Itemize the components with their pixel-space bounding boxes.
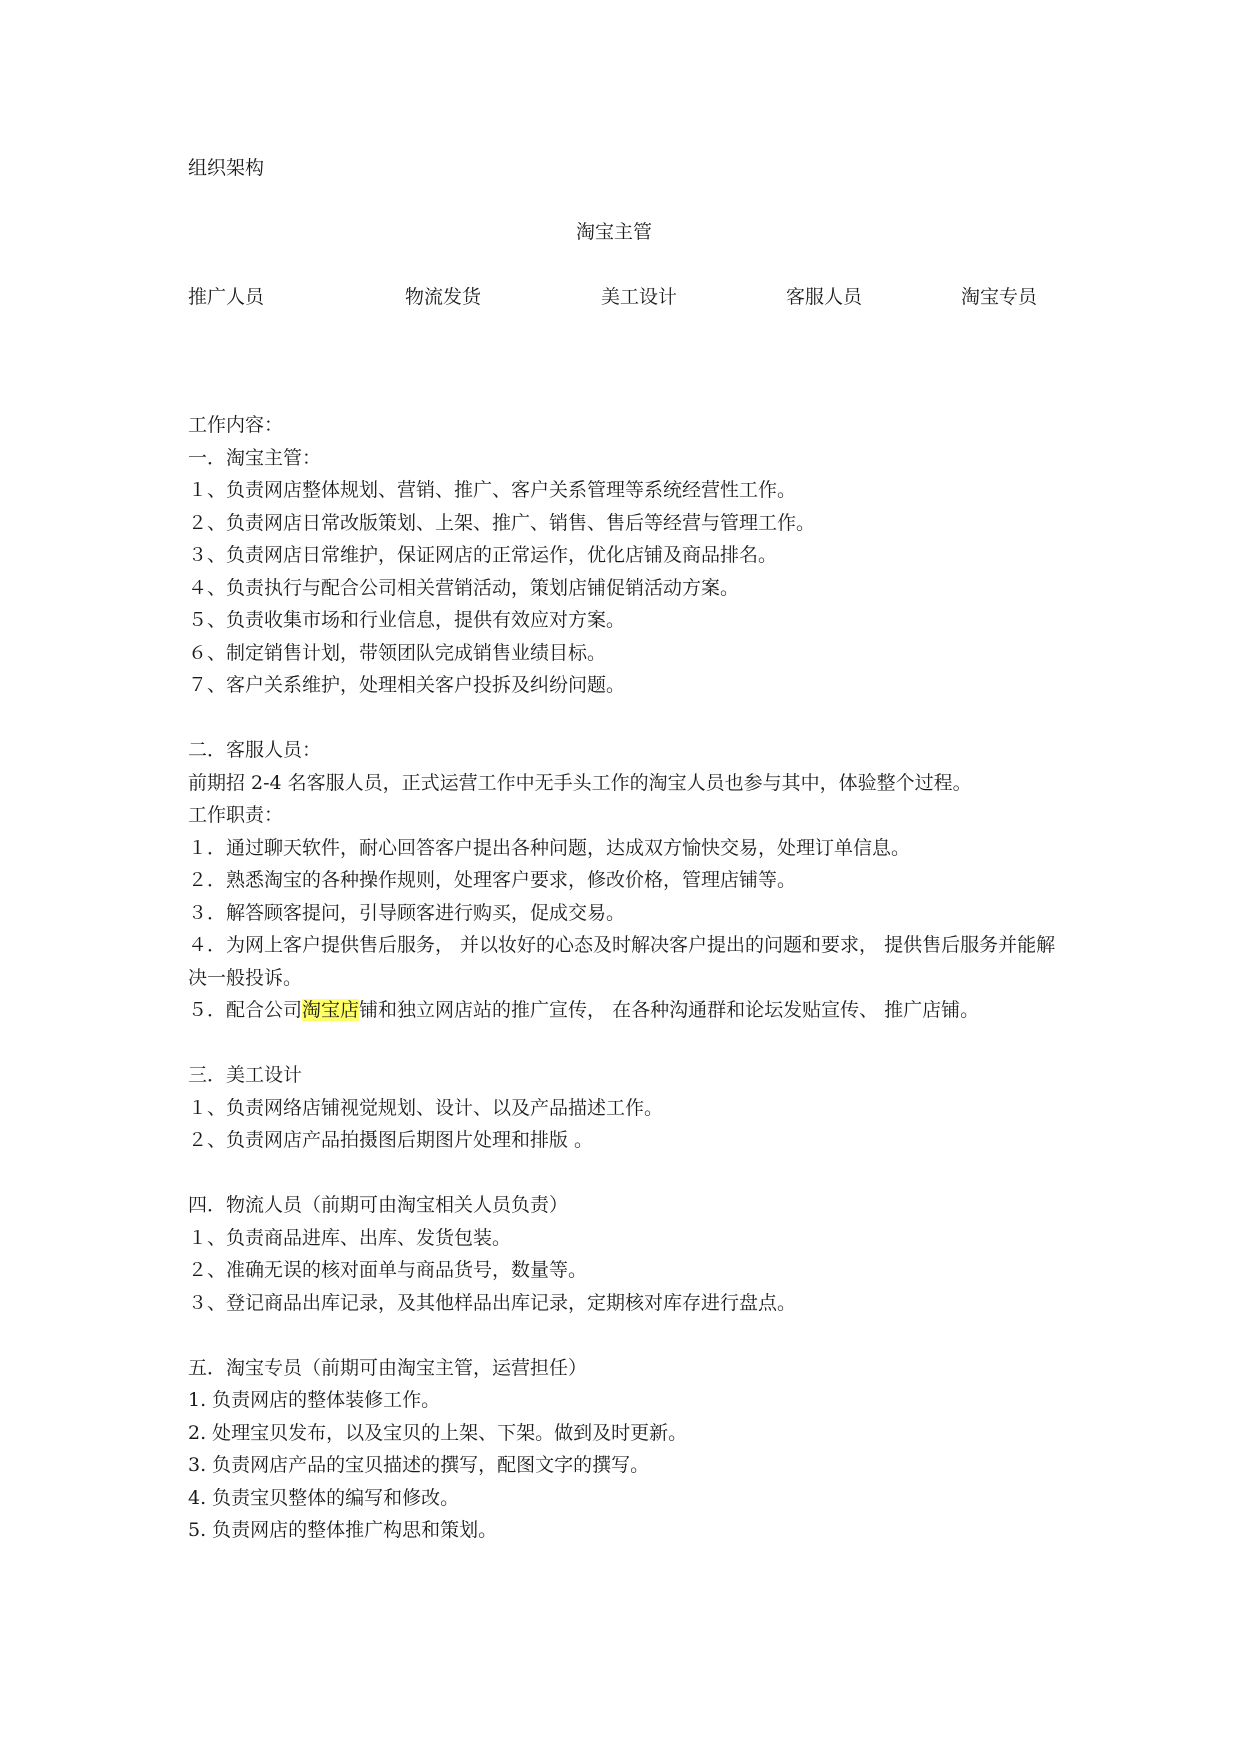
list-item: ２、负责网店产品拍摄图后期图片处理和排版 。 [188, 1129, 594, 1151]
list-item: ５、负责收集市场和行业信息，提供有效应对方案。 [188, 609, 626, 631]
section-intro: 前期招 2-4 名客服人员，正式运营工作中无手头工作的淘宝人员也参与其中，体验整个过程。 [188, 771, 972, 794]
list-item: 1. 负责网店的整体装修工作。 [188, 1389, 441, 1411]
org-role: 客服人员 [786, 286, 863, 308]
org-head: 淘宝主管 [576, 221, 653, 243]
org-title: 组织架构 [188, 157, 265, 179]
list-item-text: ５．配合公司 [188, 999, 303, 1021]
list-item: ２、负责网店日常改版策划、上架、推广、销售、售后等经营与管理工作。 [188, 511, 816, 534]
work-heading: 工作内容： [188, 414, 284, 436]
list-item: 4. 负责宝贝整体的编写和修改。 [188, 1486, 460, 1509]
list-item: 2. 处理宝贝发布，以及宝贝的上架、下架。做到及时更新。 [188, 1421, 688, 1444]
org-role: 推广人员 [188, 286, 265, 308]
org-role: 美工设计 [601, 286, 678, 308]
list-item: １．通过聊天软件，耐心回答客户提出各种问题，达成双方愉快交易，处理订单信息。 [188, 836, 911, 859]
list-item: ３、登记商品出库记录，及其他样品出库记录，定期核对库存进行盘点。 [188, 1291, 797, 1314]
duty-heading: 工作职责： [188, 804, 284, 826]
list-item: ６、制定销售计划，带领团队完成销售业绩目标。 [188, 641, 607, 664]
list-item: ３．解答顾客提问，引导顾客进行购买，促成交易。 [188, 901, 626, 924]
list-item: 5. 负责网店的整体推广构思和策划。 [188, 1519, 498, 1541]
list-item: １、负责商品进库、出库、发货包装。 [188, 1226, 512, 1249]
org-role: 淘宝专员 [961, 286, 1038, 308]
list-item: ７、客户关系维护，处理相关客户投拆及纠纷问题。 [188, 674, 626, 696]
list-item: ４、负责执行与配合公司相关营销活动，策划店铺促销活动方案。 [188, 576, 740, 599]
list-item: 3. 负责网店产品的宝贝描述的撰写，配图文字的撰写。 [188, 1454, 650, 1476]
list-item: ２、准确无误的核对面单与商品货号，数量等。 [188, 1259, 588, 1281]
list-item: １、负责网络店铺视觉规划、设计、以及产品描述工作。 [188, 1096, 664, 1119]
section-title: 一．淘宝主管： [188, 446, 322, 469]
org-role: 物流发货 [405, 286, 482, 308]
section-title: 二．客服人员： [188, 739, 322, 761]
section-title: 四．物流人员（前期可由淘宝相关人员负责） [188, 1194, 569, 1216]
list-item [188, 994, 1068, 1027]
list-item: ３、负责网店日常维护，保证网店的正常运作，优化店铺及商品排名。 [188, 544, 778, 566]
list-item: ２．熟悉淘宝的各种操作规则，处理客户要求，修改价格，管理店铺等。 [188, 869, 797, 891]
list-item: ４．为网上客户提供售后服务， 并以妆好的心态及时解决客户提出的问题和要求， 提供售后服务并能解决一般投诉。 [188, 934, 1056, 989]
list-item-text: 铺和独立网店站的推广宣传， 在各种沟通群和论坛发贴宣传、 推广店铺。 [359, 999, 980, 1021]
section-title: 五．淘宝专员（前期可由淘宝主管，运营担任） [188, 1356, 588, 1379]
highlighted-text: 淘宝店 [302, 999, 360, 1021]
list-item: １、负责网店整体规划、营销、推广、客户关系管理等系统经营性工作。 [188, 479, 797, 501]
section-title: 三．美工设计 [188, 1064, 303, 1086]
work-content [188, 409, 1068, 1547]
